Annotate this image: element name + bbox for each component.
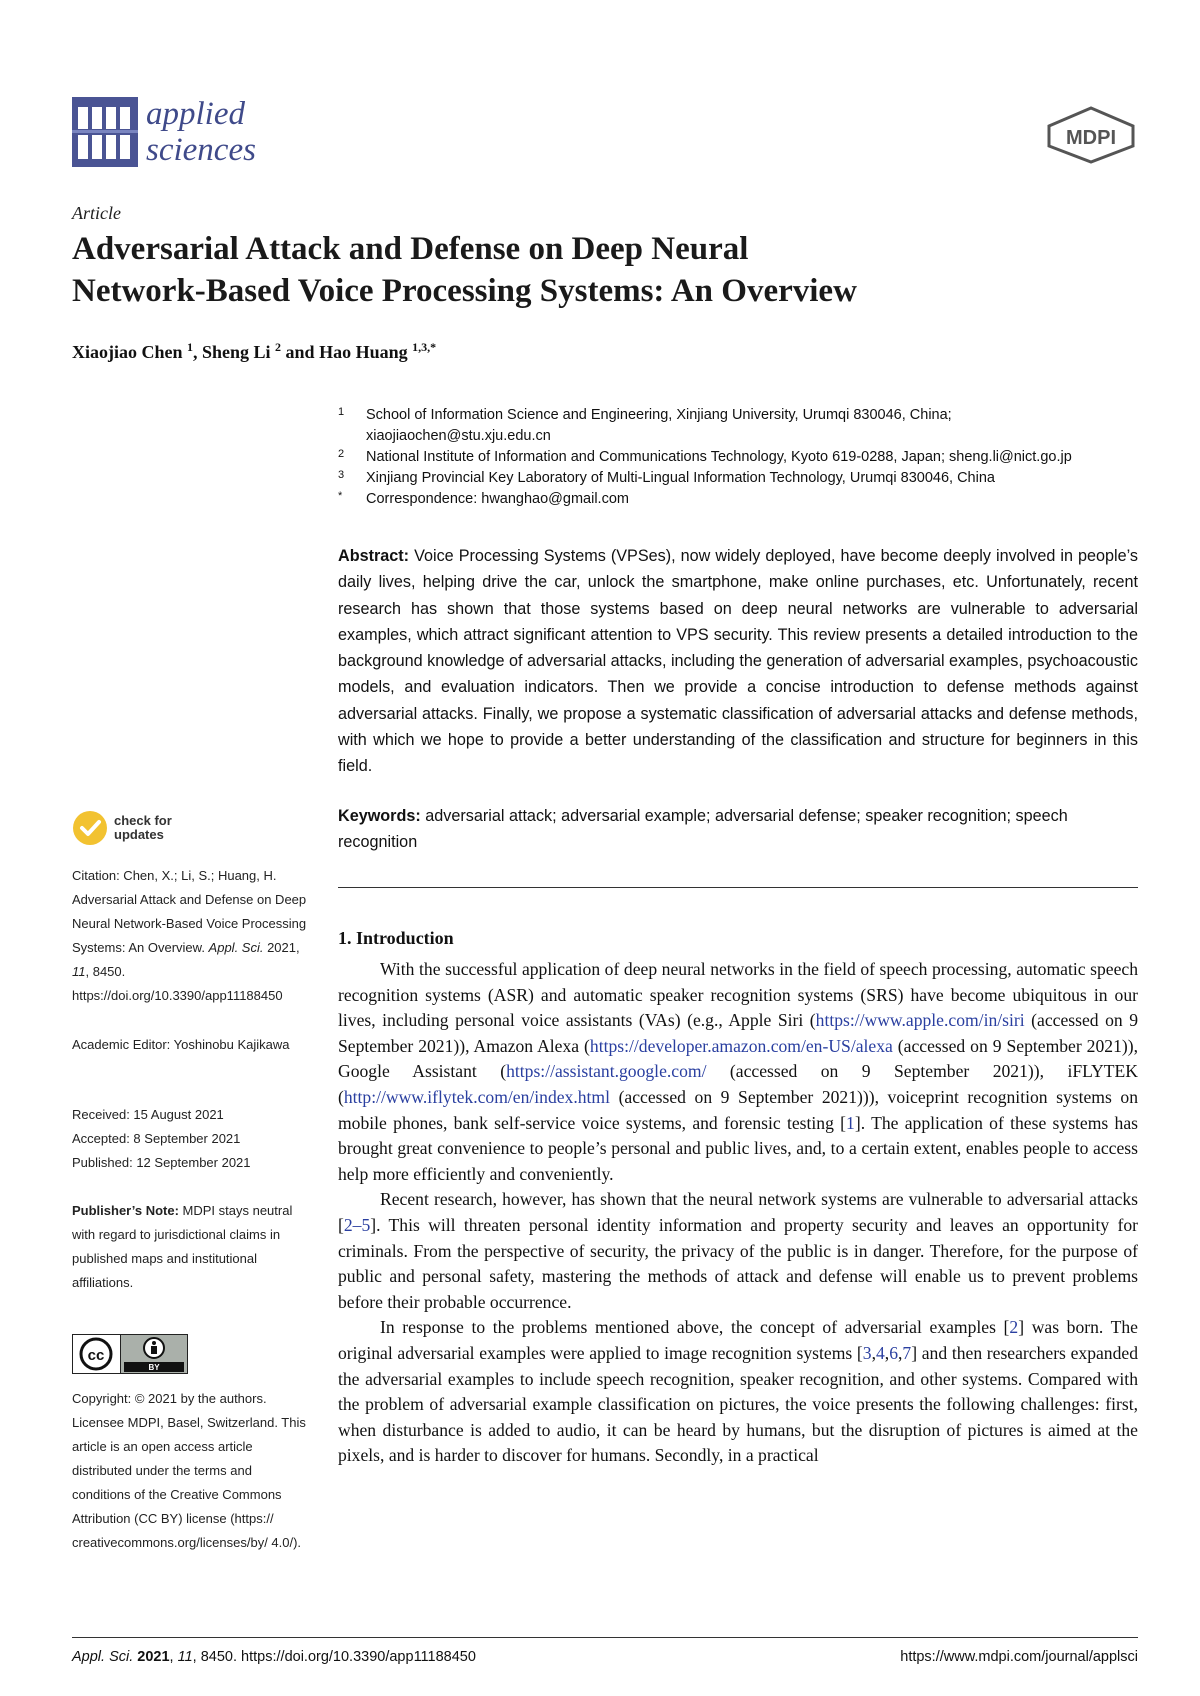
body-paragraph: [338, 1315, 1138, 1469]
dates-block: [72, 1103, 312, 1175]
paper-title: [72, 228, 1132, 312]
paper-title-line1: Adversarial Attack and Defense on Deep Neural: [72, 231, 749, 267]
cc-by-label: BY: [148, 1363, 160, 1372]
affiliation-text: Xinjiang Provincial Key Laboratory of Multi-Lingual Information Technology, Urumqi 830046, China: [366, 470, 995, 486]
publisher-note-label: Publisher’s Note:: [72, 1203, 179, 1218]
journal-name-line1: applied: [146, 96, 245, 132]
keywords-label: Keywords:: [338, 807, 421, 825]
keywords-text: adversarial attack; adversarial example; adversarial defense; speaker recognition; speech recognition: [338, 807, 1068, 851]
accepted-date: Accepted: 8 September 2021: [72, 1131, 241, 1146]
paragraph-text: (accessed on 9 September 2021)), Amazon Alexa (: [338, 1010, 1138, 1056]
body-text: [338, 957, 1138, 1469]
affiliation-mark: 3: [338, 469, 345, 481]
affiliation-mark: 1: [338, 406, 345, 418]
footer-journal-url[interactable]: https://www.mdpi.com/journal/applsci: [900, 1649, 1138, 1665]
citation-text: Citation: Chen, X.; Li, S.; Huang, H. Adversarial Attack and Defense on Deep Neural Network-Based Voice Processing Systems: An Overview.: [72, 868, 307, 955]
footer-citation: [72, 1649, 476, 1665]
affiliation-item: [338, 405, 1138, 447]
affiliation-item: [338, 447, 1138, 468]
affiliation-text: Correspondence: hwanghao@gmail.com: [366, 491, 629, 507]
paragraph-text: ]. The application of these systems has brought great convenience to people’s personal and public lives, and, to a certain extent, enables people to access help more efficiently and conveniently.: [338, 1112, 1139, 1184]
body-paragraph: [338, 957, 1138, 1187]
footer-text: 11: [177, 1649, 193, 1665]
publisher-note-text: MDPI stays neutral with regard to jurisdictional claims in published maps and institutional affiliations.: [72, 1203, 293, 1290]
mdpi-logo: [1045, 106, 1137, 164]
paragraph-text: ,: [898, 1342, 903, 1363]
footer-text: Appl. Sci.: [72, 1649, 134, 1665]
publisher-note: [72, 1199, 312, 1295]
affiliation-mark: *: [338, 490, 343, 502]
abstract-text: Voice Processing Systems (VPSes), now widely deployed, have become deeply involved in people’s daily lives, helping drive the car, unlock the smartphone, make online purchases, etc. Unfortunately, recent research has shown that those systems based on deep neural networks are vulnerable to adversarial examples, which attract significant attention to VPS security. This review presents a detailed introduction to the background knowledge of adversarial attacks, including the generation of adversarial examples, psychoacoustic models, and evaluation indicators. Then we provide a concise introduction to defense methods against adversarial attacks. Finally, we propose a systematic classification of adversarial attacks and defense methods, with which we hope to provide a better understanding of the classification and structure for beginners in this field.: [338, 547, 1138, 776]
affiliation-text: National Institute of Information and Communications Technology, Kyoto 619-0288, Japan; sheng.li@nict.go.jp: [366, 449, 1072, 465]
author-separator: and: [281, 342, 320, 362]
url-link[interactable]: https://www.apple.com/in/siri: [815, 1010, 1025, 1031]
affiliation-list: [338, 405, 1138, 510]
paragraph-text: In response to the problems mentioned above, the concept of adversarial examples [: [380, 1317, 1010, 1338]
paragraph-text: Recent research, however, has shown that the neural network systems are vulnerable to adversarial attacks [: [338, 1189, 1138, 1235]
reference-link[interactable]: 7: [902, 1342, 912, 1363]
author-name: Sheng Li: [202, 342, 271, 362]
paragraph-text: (accessed on 9 September 2021))), voiceprint recognition systems on mobile phones, bank self-service voice systems, and forensic testing [: [338, 1086, 1138, 1133]
footer-text: 2021: [137, 1649, 170, 1665]
paragraph-text: ]. This will threaten personal identity information and property security and leaves an opportunity for criminals. From the perspective of security, the privacy of the public is in danger. Therefore, for the purpose of public and personal safety, mastering the methods of attack and defense will enable us to prevent problems before their probable occurrence.: [338, 1214, 1138, 1312]
reference-link[interactable]: 4: [876, 1342, 885, 1363]
paper-title-line2: Network-Based Voice Processing Systems: An Overview: [72, 273, 857, 309]
svg-text:cc: cc: [87, 1347, 105, 1364]
abstract-label: Abstract:: [338, 547, 410, 565]
author-name: Xiaojiao Chen: [72, 342, 183, 362]
footer-text: , 8450. https://doi.org/10.3390/app11188450: [192, 1649, 476, 1665]
paragraph-text: With the successful application of deep neural networks in the field of speech processing, automatic speech recognition systems (ASR) and automatic speaker recognition systems (SRS) have become ubiquitous in our lives, including personal voice assistants (VAs) (e.g., Apple Siri (: [338, 959, 1138, 1031]
url-link[interactable]: https://developer.amazon.com/en-US/alexa: [589, 1035, 893, 1056]
citation-text: 2021,: [263, 940, 300, 955]
author-name: Hao Huang: [319, 342, 408, 362]
reference-link[interactable]: 2: [1009, 1317, 1019, 1338]
paragraph-text: ,: [871, 1342, 876, 1363]
citation-text: 11: [72, 964, 86, 979]
affiliation-mark: 2: [338, 448, 345, 460]
reference-link[interactable]: 1: [846, 1112, 855, 1133]
journal-logo: [72, 94, 256, 170]
keywords: [338, 803, 1138, 855]
journal-name-line2: sciences: [146, 132, 256, 168]
footer-divider: [72, 1637, 1138, 1638]
published-date: Published: 12 September 2021: [72, 1155, 251, 1170]
check-for-updates-button[interactable]: [72, 810, 172, 846]
received-date: Received: 15 August 2021: [72, 1107, 224, 1122]
affiliation-text: School of Information Science and Engineering, Xinjiang University, Urumqi 830046, China; xiaojiaochen@stu.xju.edu.cn: [366, 407, 952, 444]
author-affiliation-mark: 2: [275, 340, 282, 354]
copyright-block: Copyright: © 2021 by the authors. Licensee MDPI, Basel, Switzerland. This article is an open access article distributed under the terms and conditions of the Creative Commons Attribution (CC BY) license (https:// creativecommons.org/licenses/by/ 4.0/).: [72, 1391, 306, 1550]
check-updates-line2: updates: [114, 827, 164, 842]
affiliation-item: [338, 489, 1138, 510]
author-affiliation-mark: 1: [187, 340, 194, 354]
footer-text: ,: [169, 1649, 178, 1665]
journal-name: [146, 96, 256, 168]
section-heading: 1. Introduction: [338, 928, 454, 948]
author-list: [72, 340, 436, 363]
paragraph-text: ] and then researchers expanded the adversarial examples to include speech recognition, speaker recognition, and other systems. Compared with the problem of adversarial example classification on pictures, the voice presents the following challenges: first, when disturbance is added to audio, it can be heard by humans, but the disruption of pictures is aimed at the pixels, and is harder to discover for humans. Secondly, in a practical: [338, 1342, 1138, 1466]
mdpi-logo-text: MDPI: [1066, 127, 1116, 149]
reference-link[interactable]: 6: [889, 1342, 898, 1363]
section-divider: [338, 887, 1138, 888]
affiliation-item: [338, 468, 1138, 489]
academic-editor: Academic Editor: Yoshinobu Kajikawa: [72, 1037, 290, 1052]
body-paragraph: [338, 1187, 1138, 1315]
cc-by-license-icon[interactable]: [72, 1334, 188, 1374]
article-type: Article: [72, 203, 121, 223]
citation-block: [72, 864, 312, 1008]
check-updates-label: [114, 814, 172, 842]
author-affiliation-mark: 1,3,*: [412, 340, 437, 354]
paragraph-text: (accessed on 9 September 2021)), Google Assistant (: [338, 1035, 1138, 1082]
author-separator: ,: [193, 342, 203, 362]
url-link[interactable]: http://www.iflytek.com/en/index.html: [343, 1086, 611, 1107]
citation-text: Appl. Sci.: [208, 940, 264, 955]
reference-link[interactable]: 2–5: [343, 1214, 371, 1235]
paragraph-text: ] was born. The original adversarial examples were applied to image recognition systems [: [338, 1317, 1138, 1363]
paragraph-text: ,: [884, 1342, 890, 1363]
reference-link[interactable]: 3: [862, 1342, 872, 1363]
citation-text: , 8450. https://doi.org/10.3390/app11188450: [72, 964, 283, 1003]
check-updates-icon: [72, 810, 108, 846]
url-link[interactable]: https://assistant.google.com/: [506, 1061, 707, 1082]
check-updates-line1: check for: [114, 813, 172, 828]
journal-emblem-icon: [72, 97, 138, 167]
abstract: [338, 543, 1138, 780]
paragraph-text: (accessed on 9 September 2021)), iFLYTEK (: [338, 1061, 1139, 1107]
